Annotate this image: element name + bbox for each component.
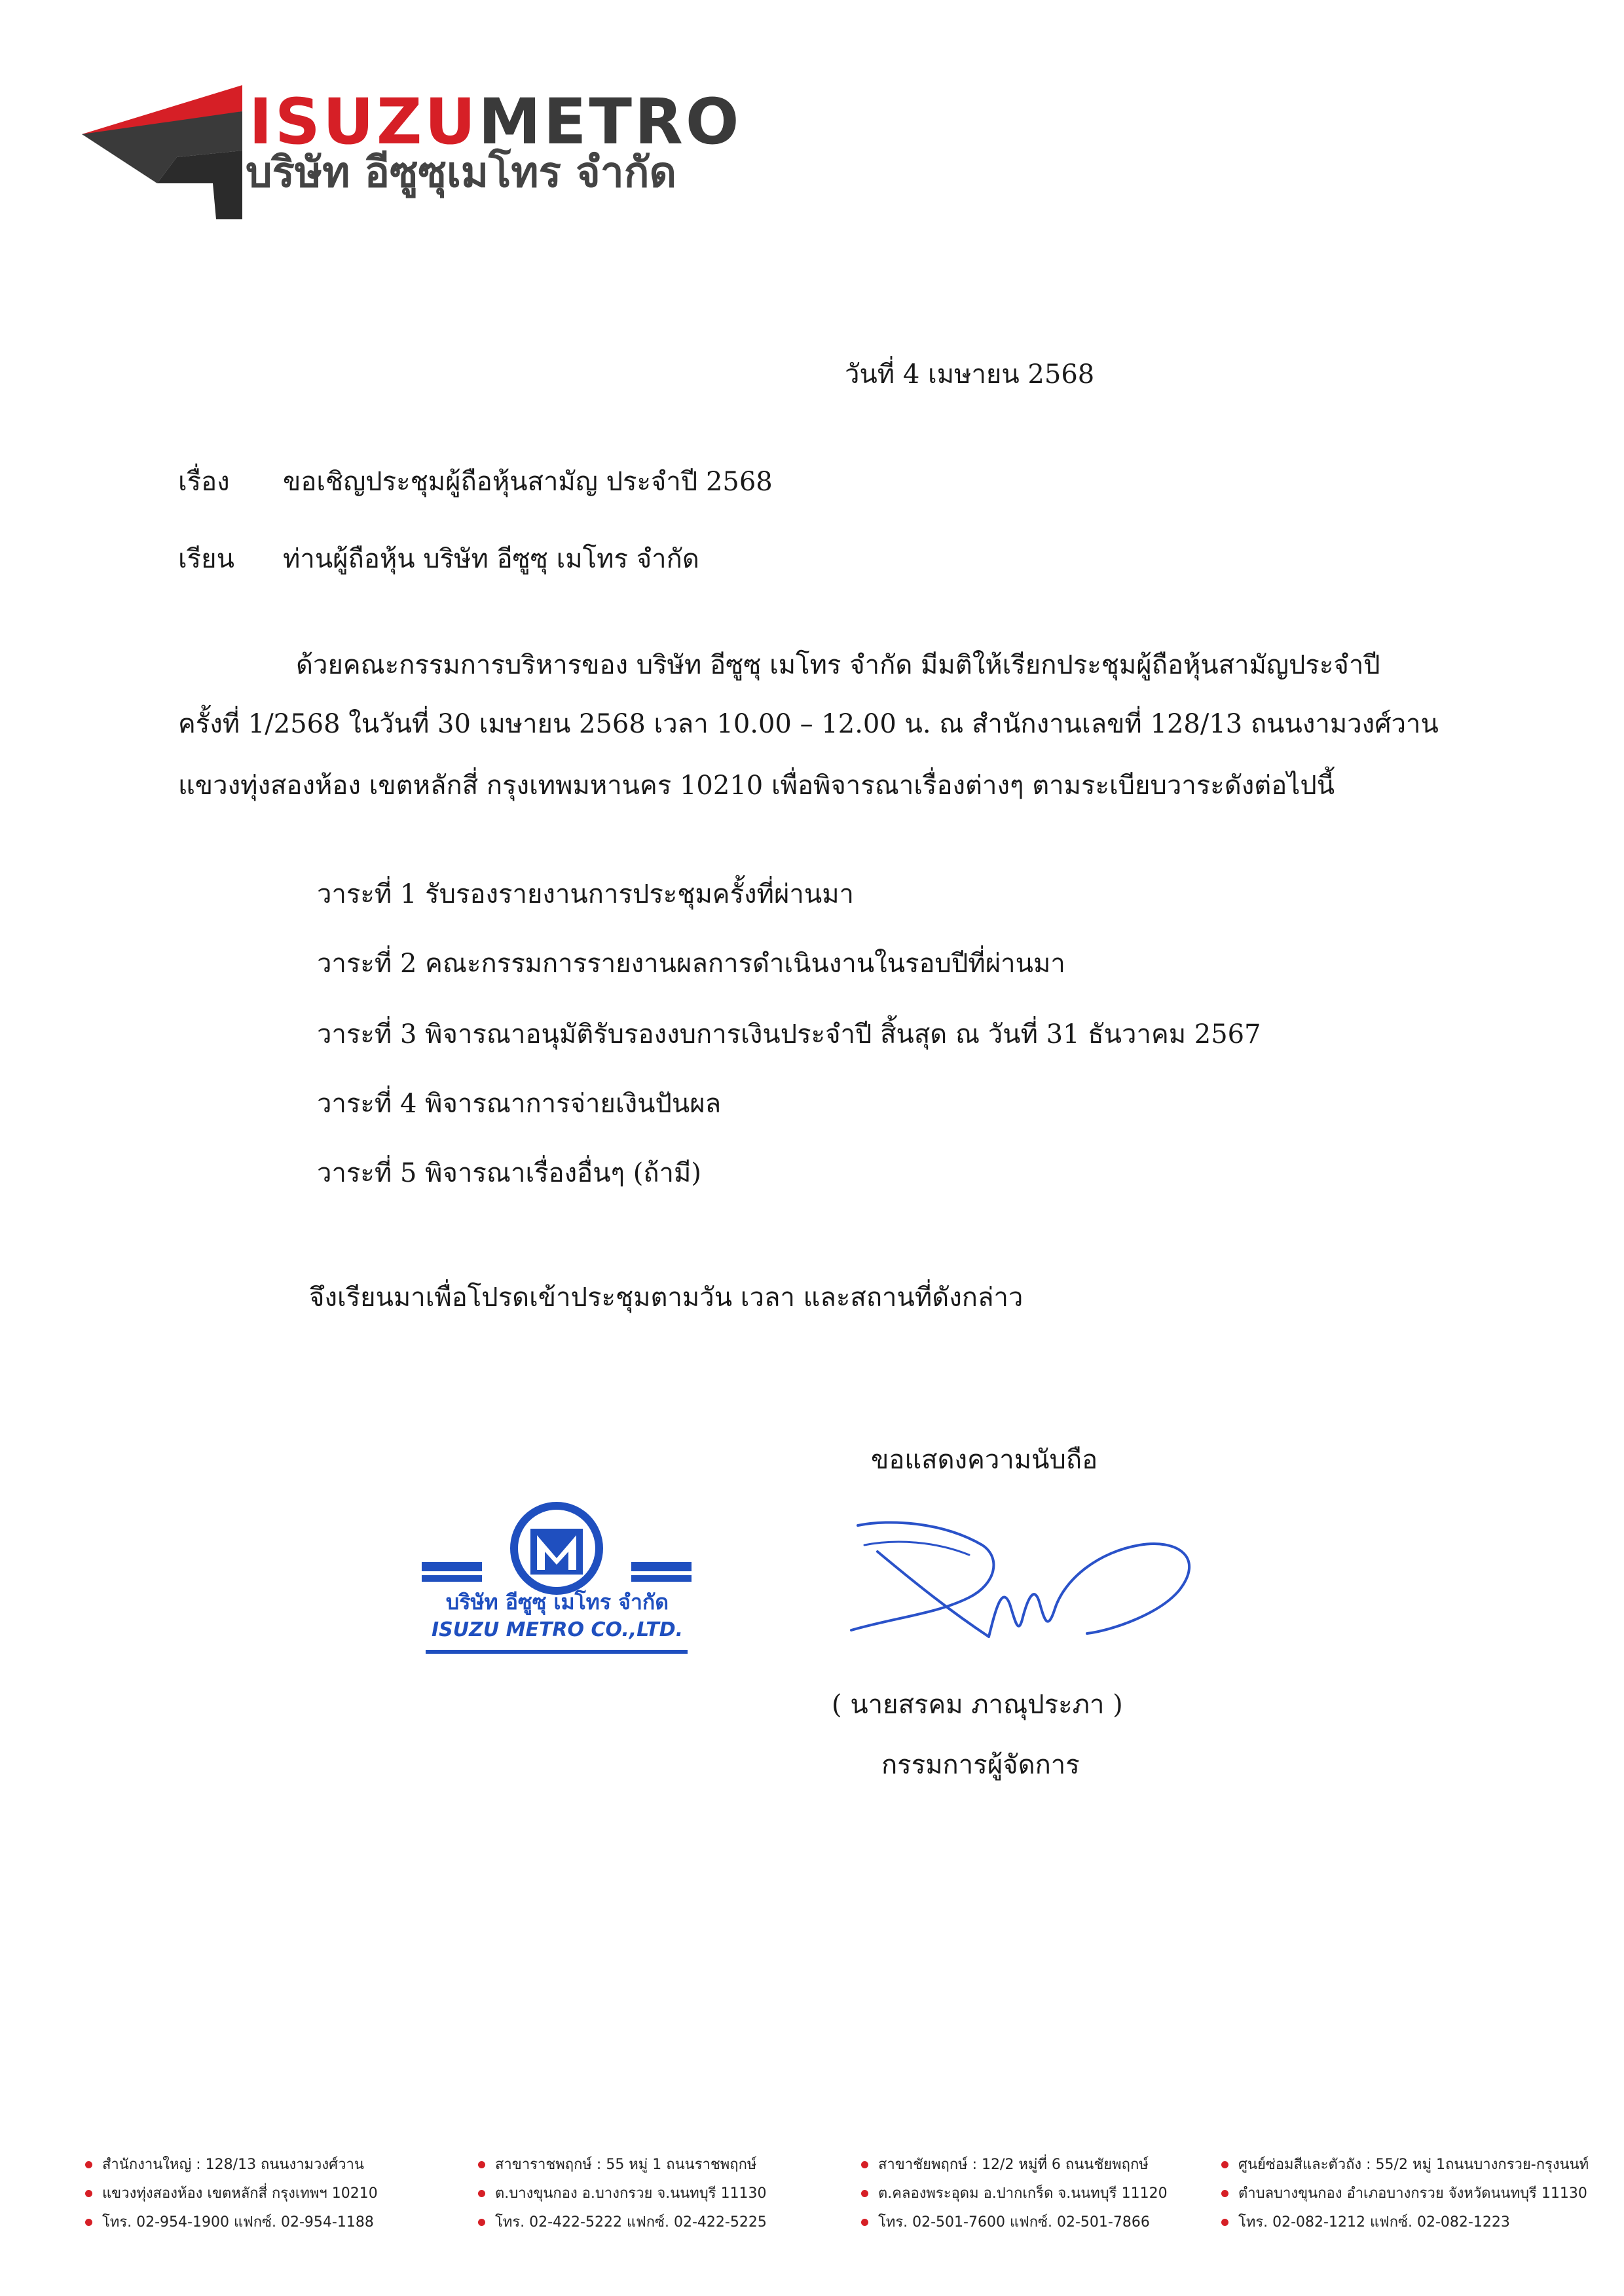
body-line: แขวงทุ่งสองห้อง เขตหลักสี่ กรุงเทพมหานคร 10210 เพื่อพิจารณาเรื่องต่างๆ ตามระเบียบวาระดังต่อไปนี้ <box>178 771 1335 801</box>
footer-line <box>861 2179 1228 2208</box>
signer-title: กรรมการผู้จัดการ <box>881 1750 1080 1780</box>
logo-wordmark-en <box>249 85 742 158</box>
bullet-icon <box>861 2161 868 2168</box>
footer-line <box>85 2179 452 2208</box>
bullet-icon <box>85 2161 92 2168</box>
logo-wordmark-th: บริษัท อีซูซุเมโทร จำกัด <box>246 149 676 197</box>
stamp-name-th: บริษัท อีซูซุ เมโทร จำกัด <box>445 1590 669 1614</box>
footer-text: สำนักงานใหญ่ : 128/13 ถนนงามวงศ์วาน <box>102 2157 364 2173</box>
footer-text: ต.บางขุนกอง อ.บางกรวย จ.นนทบุรี 11130 <box>495 2185 767 2202</box>
footer-text: ตำบลบางขุนกอง อำเภอบางกรวย จังหวัดนนทบุรี 11130 <box>1238 2185 1587 2202</box>
agenda-item: วาระที่ 2 คณะกรรมการรายงานผลการดำเนินงานในรอบปีที่ผ่านมา <box>317 949 1065 979</box>
footer-text: แขวงทุ่งสองห้อง เขตหลักสี่ กรุงเทพฯ 10210 <box>102 2185 378 2202</box>
bullet-icon <box>1221 2219 1228 2226</box>
footer-line <box>85 2151 452 2179</box>
body-line: ด้วยคณะกรรมการบริหารของ บริษัท อีซูซุ เมโทร จำกัด มีมติให้เรียกประชุมผู้ถือหุ้นสามัญประจำปี <box>296 650 1380 680</box>
bullet-icon <box>861 2219 868 2226</box>
footer-line <box>1221 2208 1588 2237</box>
stamp-name-en: ISUZU METRO CO.,LTD. <box>431 1618 684 1641</box>
footer-text: โทร. 02-422-5222 แฟกซ์. 02-422-5225 <box>495 2214 767 2231</box>
company-logo <box>79 72 742 216</box>
footer-text: สาขาชัยพฤกษ์ : 12/2 หมู่ที่ 6 ถนนชัยพฤกษ์ <box>878 2157 1149 2173</box>
recipient-label: เรียน <box>178 544 234 574</box>
footer-text: โทร. 02-082-1212 แฟกซ์. 02-082-1223 <box>1238 2214 1510 2231</box>
logo-swoosh-icon <box>79 72 255 223</box>
bullet-icon <box>478 2190 485 2197</box>
footer-line <box>1221 2179 1588 2208</box>
agenda-item: วาระที่ 5 พิจารณาเรื่องอื่นๆ (ถ้ามี) <box>317 1158 701 1188</box>
agenda-item: วาระที่ 3 พิจารณาอนุมัติรับรองงบการเงินประจำปี สิ้นสุด ณ วันที่ 31 ธันวาคม 2567 <box>317 1019 1261 1049</box>
footer-line <box>478 2151 845 2179</box>
logo-wordmark-metro: METRO <box>478 85 742 158</box>
signer-name: ( นายสรคม ภาณุประภา ) <box>832 1690 1123 1720</box>
body-line: ครั้งที่ 1/2568 ในวันที่ 30 เมษายน 2568 เวลา 10.00 – 12.00 น. ณ สำนักงานเลขที่ 128/13 ถนนงามวงศ์วาน <box>178 709 1439 739</box>
bullet-icon <box>478 2161 485 2168</box>
letter-date: วันที่ 4 เมษายน 2568 <box>845 359 1095 390</box>
bullet-icon <box>1221 2161 1228 2168</box>
footer-column-head-office <box>85 2151 452 2237</box>
handwritten-signature <box>838 1506 1205 1669</box>
closing-text: จึงเรียนมาเพื่อโปรดเข้าประชุมตามวัน เวลา และสถานที่ดังกล่าว <box>309 1283 1024 1313</box>
footer-line <box>85 2208 452 2237</box>
subject-text: ขอเชิญประชุมผู้ถือหุ้นสามัญ ประจำปี 2568 <box>283 467 773 497</box>
footer-addresses <box>79 2151 1589 2242</box>
agenda-item: วาระที่ 4 พิจารณาการจ่ายเงินปันผล <box>317 1089 722 1119</box>
bullet-icon <box>478 2219 485 2226</box>
footer-line <box>478 2179 845 2208</box>
footer-line <box>478 2208 845 2237</box>
bullet-icon <box>85 2190 92 2197</box>
footer-text: สาขาราชพฤกษ์ : 55 หมู่ 1 ถนนราชพฤกษ์ <box>495 2157 757 2173</box>
footer-line <box>861 2208 1228 2237</box>
footer-column-body-paint-center <box>1221 2151 1588 2237</box>
bullet-icon <box>1221 2190 1228 2197</box>
subject-label: เรื่อง <box>178 467 230 497</box>
bullet-icon <box>861 2190 868 2197</box>
footer-text: โทร. 02-954-1900 แฟกซ์. 02-954-1188 <box>102 2214 374 2231</box>
logo-wordmark-isuzu: ISUZU <box>249 85 479 158</box>
regards-text: ขอแสดงความนับถือ <box>871 1445 1098 1475</box>
footer-column-ratchaphruek <box>478 2151 845 2237</box>
recipient-text: ท่านผู้ถือหุ้น บริษัท อีซูซุ เมโทร จำกัด <box>283 544 699 574</box>
company-stamp <box>419 1499 694 1663</box>
footer-text: ต.คลองพระอุดม อ.ปากเกร็ด จ.นนทบุรี 11120 <box>878 2185 1168 2202</box>
footer-text: โทร. 02-501-7600 แฟกซ์. 02-501-7866 <box>878 2214 1150 2231</box>
bullet-icon <box>85 2219 92 2226</box>
footer-line <box>861 2151 1228 2179</box>
footer-column-chaiyaphruek <box>861 2151 1228 2237</box>
agenda-item: วาระที่ 1 รับรองรายงานการประชุมครั้งที่ผ่านมา <box>317 879 855 909</box>
footer-line <box>1221 2151 1588 2179</box>
footer-text: ศูนย์ซ่อมสีและตัวถัง : 55/2 หมู่ 1ถนนบางกรวย-กรุงนนท์ <box>1238 2157 1589 2173</box>
